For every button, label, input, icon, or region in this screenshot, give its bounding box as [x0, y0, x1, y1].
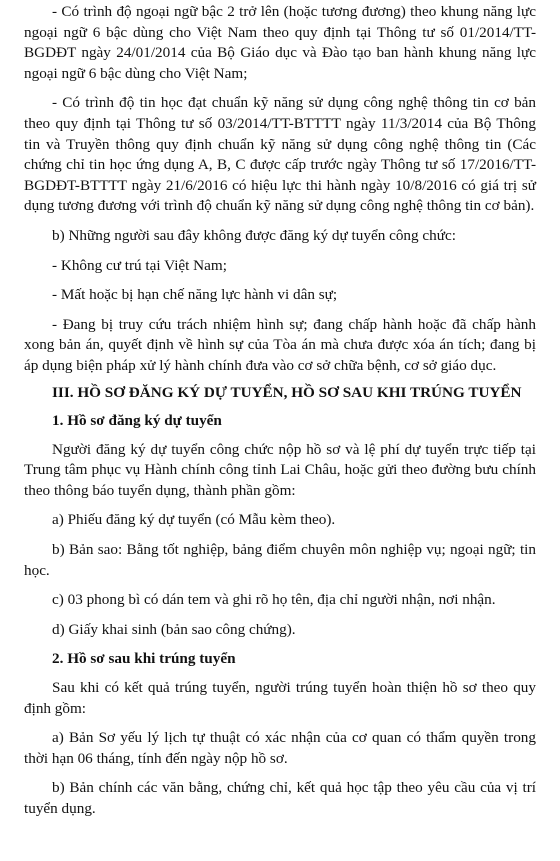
list-item-criminal: - Đang bị truy cứu trách nhiệm hình sự; đang chấp hành hoặc đã chấp hành xong bản án, quyết định về hình sự của Tòa án mà chưa được xóa án tích; đang bị áp dụng biện pháp xử lý hành chính đưa vào cơ sở chữa bệnh, cơ sở giáo dục.: [24, 315, 536, 374]
list-item-registration-form: a) Phiếu đăng ký dự tuyển (có Mẫu kèm theo).: [52, 511, 336, 529]
list-item-civil-capacity: - Mất hoặc bị hạn chế năng lực hành vi dân sự;: [52, 286, 338, 304]
paragraph-after-recruitment-intro: Sau khi có kết quả trúng tuyển, người trúng tuyển hoàn thiện hồ sơ theo quy định gồm:: [24, 679, 536, 717]
section-heading-iii: III. HỒ SƠ ĐĂNG KÝ DỰ TUYỂN, HỒ SƠ SAU KHI TRÚNG TUYỂN: [52, 383, 522, 401]
document-page: [24, 2, 536, 829]
paragraph-foreign-language: - Có trình độ ngoại ngữ bậc 2 trở lên (hoặc tương đương) theo khung năng lực ngoại ngữ 6 bậc dùng cho Việt Nam theo quy định tại Thông tư số 01/2014/TT-BGDĐT ngày 24/01/2014 của Bộ Giáo dục và Đào tạo ban hành khung năng lực ngoại ngữ 6 bậc dùng cho Việt Nam;: [24, 3, 536, 82]
list-item-birth-certificate: d) Giấy khai sinh (bản sao công chứng).: [52, 620, 296, 638]
paragraph-application-submission: Người đăng ký dự tuyển công chức nộp hồ sơ và lệ phí dự tuyển trực tiếp tại Trung tâm phục vụ Hành chính công tỉnh Lai Châu, hoặc gửi theo đường bưu chính theo thông báo tuyển dụng, thành phần gồm:: [24, 440, 536, 499]
subheading-application-file: 1. Hồ sơ đăng ký dự tuyển: [52, 412, 222, 430]
subheading-after-recruitment: 2. Hồ sơ sau khi trúng tuyển: [52, 650, 236, 668]
list-item-envelopes: c) 03 phong bì có dán tem và ghi rõ họ tên, địa chỉ người nhận, nơi nhận.: [52, 591, 496, 609]
list-item-no-residence: - Không cư trú tại Việt Nam;: [52, 256, 227, 274]
paragraph-ineligible-intro: b) Những người sau đây không được đăng ký dự tuyển công chức:: [52, 226, 456, 244]
list-item-curriculum-vitae: a) Bản Sơ yếu lý lịch tự thuật có xác nhận của cơ quan có thẩm quyền trong thời hạn 06 tháng, tính đến ngày nộp hồ sơ.: [24, 729, 536, 767]
list-item-copies: b) Bản sao: Bằng tốt nghiệp, bảng điểm chuyên môn nghiệp vụ; ngoại ngữ; tin học.: [24, 541, 536, 579]
paragraph-it-skills: - Có trình độ tin học đạt chuẩn kỹ năng sử dụng công nghệ thông tin cơ bản theo quy định tại Thông tư số 03/2014/TT-BTTTT ngày 11/3/2014 của Bộ Thông tin và Truyền thông quy định chuẩn kỹ năng sử dụng công nghệ thông tin (Các chứng chỉ tin học ứng dụng A, B, C được cấp trước ngày Thông tư số 17/2016/TT-BGDĐT-BTTTT ngày 21/6/2016 có hiệu lực thi hành ngày 10/8/2016 có giá trị sử dụng tương đương với trình độ chuẩn kỹ năng sử dụng công nghệ thông tin cơ bản).: [24, 94, 536, 215]
list-item-original-diplomas: b) Bản chính các văn bằng, chứng chỉ, kết quả học tập theo yêu cầu của vị trí tuyển dụng.: [24, 779, 536, 817]
